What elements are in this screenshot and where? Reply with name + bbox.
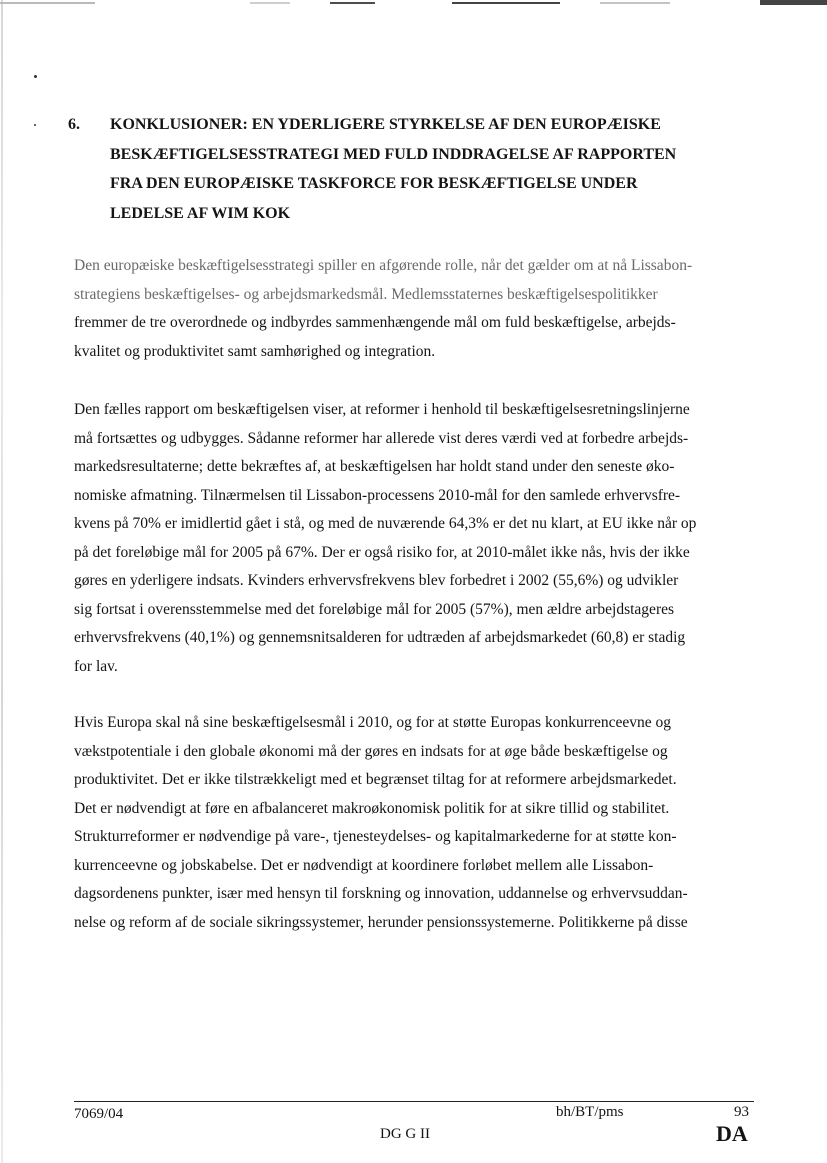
- document-reference: 7069/04: [74, 1106, 124, 1122]
- paragraph-line: erhvervsfrekvens (40,1%) og gennemsnitsalderen for udtræden af arbejdsmarkedet (60,8) er stadig: [74, 629, 686, 646]
- paragraph-line: Strukturreformer er nødvendige på vare-, tjenesteydelses- og kapitalmarkederne for at støtte kon-: [74, 828, 677, 845]
- footer-rule: [74, 1101, 754, 1102]
- paragraph-line: på det foreløbige mål for 2005 på 67%. Der er også risiko for, at 2010-målet ikke nås, hvis der ikke: [74, 543, 690, 561]
- heading-line: LEDELSE AF WIM KOK: [110, 204, 291, 222]
- paragraph-line: kvens på 70% er imidlertid gået i stå, og med de nuværende 64,3% er det nu klart, at EU ikke når op: [74, 515, 697, 532]
- department-code: DG G II: [380, 1126, 430, 1142]
- paragraph-line: dagsordenens punkter, især med hensyn til forskning og innovation, uddannelse og erhvervsuddan-: [74, 885, 688, 902]
- paragraph-line: markedsresultaterne; dette bekræftes af, at beskæftigelsen har holdt stand under den seneste øko-: [74, 458, 675, 475]
- scan-speck: [34, 124, 36, 126]
- paragraph-line: nelse og reform af de sociale sikringssystemer, herunder pensionssystemerne. Politikkerne på disse: [74, 913, 688, 931]
- paragraph-line: kurrenceevne og jobskabelse. Det er nødvendigt at koordinere forløbet mellem alle Lissabon-: [74, 856, 654, 874]
- paragraph-line: kvalitet og produktivitet samt samhørighed og integration.: [74, 342, 436, 360]
- paragraph-2: [74, 396, 764, 681]
- paragraph-line: nomiske afmatning. Tilnærmelsen til Lissabon-processens 2010-mål for den samlede erhvervsfre-: [74, 486, 681, 504]
- paragraph-line: gøres en yderligere indsats. Kvinders erhvervsfrekvens blev forbedret i 2002 (55,6%) og udvikler: [74, 572, 679, 589]
- language-code: DA: [716, 1121, 748, 1146]
- paragraph-line: vækstpotentiale i den globale økonomi må der gøres en indsats for at øge både beskæftigelse og: [74, 742, 668, 760]
- paragraph-line: strategiens beskæftigelses- og arbejdsmarkedsmål. Medlemsstaternes beskæftigelsespolitikker: [74, 285, 658, 303]
- paragraph-line: Det er nødvendigt at føre en afbalanceret makroøkonomisk politik for at sikre tillid og stabilitet.: [74, 799, 670, 817]
- paragraph-line: må fortsættes og udbygges. Sådanne reformer har allerede vist deres værdi ved at forbedre arbejds-: [74, 429, 689, 447]
- paragraph-line: for lav.: [74, 657, 118, 675]
- heading-line: FRA DEN EUROPÆISKE TASKFORCE FOR BESKÆFTIGELSE UNDER: [110, 175, 638, 192]
- paragraph-3: [74, 709, 764, 937]
- section-number: 6.: [68, 116, 80, 133]
- heading-line: BESKÆFTIGELSESSTRATEGI MED FULD INDDRAGELSE AF RAPPORTEN: [110, 145, 677, 163]
- paragraph-line: produktivitet. Det er ikke tilstrækkeligt med et begrænset tiltag for at reformere arbejdsmarkedet.: [74, 771, 677, 788]
- scan-edge-top: [0, 0, 827, 8]
- scan-speck: [34, 75, 37, 78]
- scan-edge-left: [1, 0, 3, 1163]
- paragraph-line: Hvis Europa skal nå sine beskæftigelsesmål i 2010, og for at støtte Europas konkurrenceevne og: [74, 714, 672, 731]
- page-number: 93: [734, 1104, 749, 1120]
- paragraph-line: Den europæiske beskæftigelsesstrategi spiller en afgørende rolle, når det gælder om at nå Lissabon-: [74, 257, 693, 274]
- paragraph-line: Den fælles rapport om beskæftigelsen viser, at reformer i henhold til beskæftigelsesretningslinjerne: [74, 401, 690, 418]
- author-initials: bh/BT/pms: [556, 1104, 624, 1120]
- paragraph-line: sig fortsat i overensstemmelse med det foreløbige mål for 2005 (57%), men ældre arbejdstageres: [74, 600, 675, 618]
- paragraph-1: [74, 252, 764, 366]
- paragraph-line: fremmer de tre overordnede og indbyrdes sammenhængende mål om fuld beskæftigelse, arbejds-: [74, 314, 676, 331]
- heading-line: KONKLUSIONER: EN YDERLIGERE STYRKELSE AF DEN EUROPÆISKE: [110, 116, 661, 133]
